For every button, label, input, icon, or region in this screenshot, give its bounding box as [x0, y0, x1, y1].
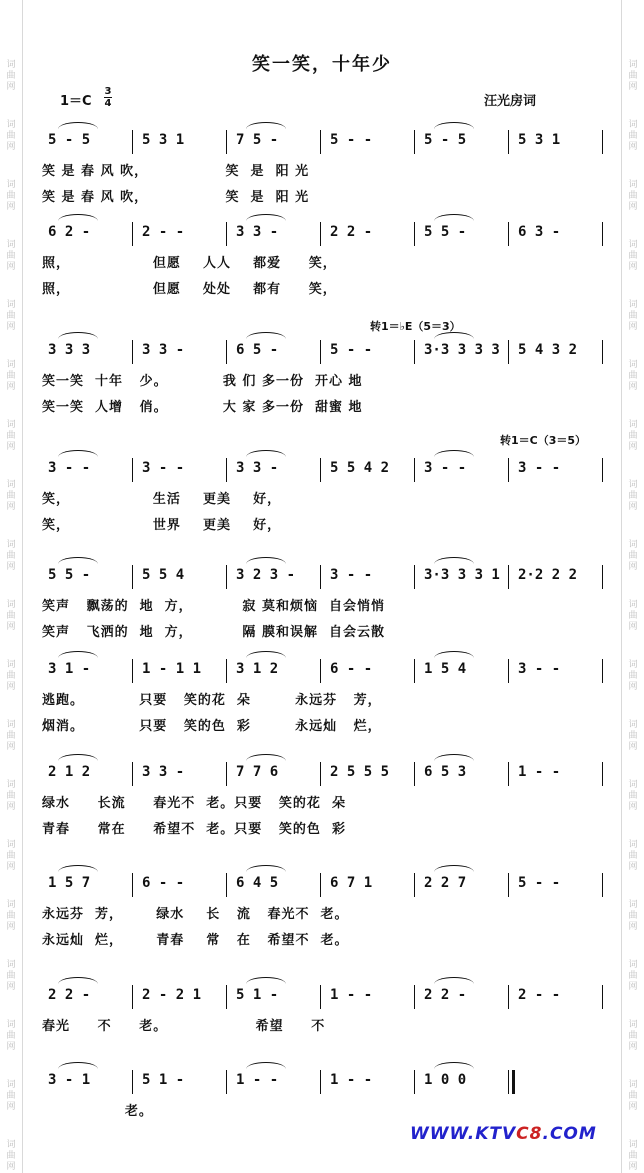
- watermark-text: 词 曲 网: [6, 360, 16, 392]
- slur: [434, 557, 474, 564]
- barline: [132, 1070, 133, 1094]
- barline: [602, 659, 603, 683]
- barline: [602, 340, 603, 364]
- barline: [320, 222, 321, 246]
- barline: [132, 762, 133, 786]
- watermark-text: 词 曲 网: [6, 600, 16, 632]
- watermark-text: 词 曲 网: [628, 660, 638, 692]
- barline: [414, 762, 415, 786]
- watermark-text: 词 曲 网: [6, 60, 16, 92]
- slur: [246, 122, 286, 129]
- measure-notes: 2 2 7: [424, 875, 467, 891]
- watermark-text: 词 曲 网: [6, 540, 16, 572]
- slur: [434, 1062, 474, 1069]
- watermark-text: 词 曲 网: [628, 420, 638, 452]
- barline: [508, 222, 509, 246]
- measure-notes: 3 1 -: [48, 661, 91, 677]
- measure-notes: 5 - -: [330, 342, 373, 358]
- barline: [320, 565, 321, 589]
- watermark-text: 词 曲 网: [628, 1080, 638, 1112]
- barline: [508, 565, 509, 589]
- score-row: [38, 762, 604, 842]
- measure-notes: 6 5 -: [236, 342, 279, 358]
- lyric-line: 春光 不 老。 希望 不: [42, 1019, 326, 1034]
- barline: [414, 985, 415, 1009]
- measure-notes: 2 - -: [518, 987, 561, 1003]
- watermark-text: 词 曲 网: [628, 120, 638, 152]
- lyric-line: 逃跑。 只要 笑的花 朵 永远芬 芳，: [42, 693, 382, 708]
- measure-notes: 3 - -: [424, 460, 467, 476]
- lyric-line: 永远芬 芳， 绿水 长 流 春光不 老。: [42, 907, 349, 922]
- measure-notes: 3 - -: [142, 460, 185, 476]
- meter-top: 3: [104, 86, 112, 97]
- barline: [226, 340, 227, 364]
- slur: [434, 214, 474, 221]
- barline: [508, 130, 509, 154]
- slur: [434, 977, 474, 984]
- watermark-text: 词 曲 网: [628, 600, 638, 632]
- barline: [414, 458, 415, 482]
- watermark-text: 词 曲 网: [628, 900, 638, 932]
- modulation-to-eflat: 转1＝♭E（5＝3）: [370, 320, 461, 333]
- barline: [414, 222, 415, 246]
- watermark-text: 词 曲 网: [6, 180, 16, 212]
- barline: [226, 565, 227, 589]
- final-barline: [512, 1070, 515, 1094]
- barline: [414, 1070, 415, 1094]
- measure-notes: 5 1 -: [142, 1072, 185, 1088]
- measure-notes: 2 2 -: [48, 987, 91, 1003]
- notation-line: [38, 458, 604, 480]
- barline: [508, 659, 509, 683]
- watermark-text: 词 曲 网: [628, 720, 638, 752]
- score-row: [38, 458, 604, 538]
- lyric-line: 笑一笑 人增 俏。 大 家 多一份 甜蜜 地: [42, 400, 363, 415]
- score-row: [38, 659, 604, 739]
- measure-notes: 3·3 3 3 3: [424, 342, 500, 358]
- measure-notes: 3 3 3: [48, 342, 91, 358]
- slur: [58, 754, 98, 761]
- measure-notes: 6 2 -: [48, 224, 91, 240]
- slur: [58, 450, 98, 457]
- right-margin-strip: [621, 0, 644, 1173]
- notation-line: [38, 565, 604, 587]
- modulation-to-c: 转1＝C（3＝5）: [500, 434, 587, 447]
- lyric-line: 笑 是 春 风 吹， 笑 是 阳 光: [42, 164, 310, 179]
- watermark-text: 词 曲 网: [6, 480, 16, 512]
- notation-line: [38, 762, 604, 784]
- measure-notes: 2 5 5 5: [330, 764, 390, 780]
- measure-notes: 6 - -: [142, 875, 185, 891]
- lyric-line: 老。: [42, 1104, 153, 1119]
- notation-line: [38, 659, 604, 681]
- measure-notes: 3 - 1: [48, 1072, 91, 1088]
- lyric-line: 青春 常在 希望不 老。只要 笑的色 彩: [42, 822, 346, 837]
- barline: [132, 873, 133, 897]
- lyric-line: 笑声 飘荡的 地 方， 寂 莫和烦恼 自会悄悄: [42, 599, 385, 614]
- barline: [132, 985, 133, 1009]
- song-title: 笑一笑，十年少: [252, 54, 392, 75]
- barline: [508, 873, 509, 897]
- score-row: [38, 565, 604, 645]
- barline: [508, 1070, 509, 1094]
- watermark-text: 词 曲 网: [6, 420, 16, 452]
- lyric-line: 笑 是 春 风 吹， 笑 是 阳 光: [42, 190, 310, 205]
- notation-line: [38, 1070, 604, 1092]
- barline: [226, 130, 227, 154]
- measure-notes: 3 - -: [518, 460, 561, 476]
- score-row: [38, 985, 604, 1065]
- measure-notes: 1 - -: [330, 987, 373, 1003]
- lyric-line: 永远灿 烂， 青春 常 在 希望不 老。: [42, 933, 349, 948]
- barline: [226, 985, 227, 1009]
- barline: [320, 985, 321, 1009]
- barline: [320, 340, 321, 364]
- barline: [320, 762, 321, 786]
- slur: [58, 1062, 98, 1069]
- slur: [58, 332, 98, 339]
- measure-notes: 5 5 4 2: [330, 460, 390, 476]
- slur: [58, 122, 98, 129]
- slur: [246, 977, 286, 984]
- slur: [246, 214, 286, 221]
- watermark-text: 词 曲 网: [628, 240, 638, 272]
- slur: [246, 865, 286, 872]
- watermark-text: 词 曲 网: [6, 1020, 16, 1052]
- measure-notes: 3 3 -: [142, 764, 185, 780]
- barline: [226, 222, 227, 246]
- notation-line: [38, 130, 604, 152]
- watermark-text: 词 曲 网: [6, 780, 16, 812]
- slur: [246, 754, 286, 761]
- barline: [226, 1070, 227, 1094]
- key-signature: 1＝C: [60, 94, 92, 109]
- measure-notes: 5 - -: [518, 875, 561, 891]
- slur: [58, 977, 98, 984]
- barline: [226, 458, 227, 482]
- lyric-line: 笑， 世界 更美 好，: [42, 518, 282, 533]
- website-logo: [410, 1124, 597, 1144]
- left-margin-strip: [0, 0, 23, 1173]
- measure-notes: 6 3 -: [518, 224, 561, 240]
- measure-notes: 1 0 0: [424, 1072, 467, 1088]
- barline: [602, 565, 603, 589]
- measure-notes: 2 2 -: [424, 987, 467, 1003]
- measure-notes: 2 2 -: [330, 224, 373, 240]
- lyricist-credit: 汪光房词: [484, 94, 537, 109]
- watermark-text: 词 曲 网: [628, 300, 638, 332]
- barline: [132, 458, 133, 482]
- watermark-text: 词 曲 网: [628, 960, 638, 992]
- measure-notes: 5 1 -: [236, 987, 279, 1003]
- watermark-text: 词 曲 网: [6, 960, 16, 992]
- barline: [414, 340, 415, 364]
- barline: [602, 458, 603, 482]
- website-prefix: WWW.KTV: [410, 1124, 517, 1144]
- barline: [602, 762, 603, 786]
- barline: [320, 873, 321, 897]
- lyric-line: 绿水 长流 春光不 老。只要 笑的花 朵: [42, 796, 346, 811]
- score-row: [38, 222, 604, 302]
- slur: [58, 557, 98, 564]
- barline: [602, 130, 603, 154]
- barline: [132, 659, 133, 683]
- barline: [226, 762, 227, 786]
- measure-notes: 2·2 2 2: [518, 567, 578, 583]
- measure-notes: 3 2 3 -: [236, 567, 296, 583]
- watermark-text: 词 曲 网: [6, 840, 16, 872]
- barline: [508, 340, 509, 364]
- website-suffix: .COM: [542, 1124, 597, 1144]
- measure-notes: 5 3 1: [142, 132, 185, 148]
- barline: [602, 985, 603, 1009]
- slur: [434, 651, 474, 658]
- barline: [320, 458, 321, 482]
- measure-notes: 5 - 5: [424, 132, 467, 148]
- watermark-text: 词 曲 网: [6, 660, 16, 692]
- measure-notes: 3·3 3 3 1: [424, 567, 500, 583]
- measure-notes: 6 - -: [330, 661, 373, 677]
- barline: [132, 130, 133, 154]
- slur: [434, 754, 474, 761]
- measure-notes: 1 - 1 1: [142, 661, 202, 677]
- watermark-text: 词 曲 网: [628, 780, 638, 812]
- barline: [508, 458, 509, 482]
- barline: [320, 1070, 321, 1094]
- barline: [508, 985, 509, 1009]
- score-row: [38, 130, 604, 210]
- watermark-text: 词 曲 网: [628, 840, 638, 872]
- watermark-text: 词 曲 网: [6, 900, 16, 932]
- measure-notes: 6 7 1: [330, 875, 373, 891]
- measure-notes: 7 7 6: [236, 764, 279, 780]
- measure-notes: 5 3 1: [518, 132, 561, 148]
- measure-notes: 5 4 3 2: [518, 342, 578, 358]
- slur: [58, 214, 98, 221]
- measure-notes: 6 4 5: [236, 875, 279, 891]
- barline: [320, 659, 321, 683]
- measure-notes: 7 5 -: [236, 132, 279, 148]
- slur: [246, 557, 286, 564]
- measure-notes: 3 - -: [330, 567, 373, 583]
- slur: [246, 450, 286, 457]
- measure-notes: 1 5 7: [48, 875, 91, 891]
- score-row: [38, 873, 604, 953]
- measure-notes: 5 - 5: [48, 132, 91, 148]
- measure-notes: 3 3 -: [236, 460, 279, 476]
- measure-notes: 1 5 4: [424, 661, 467, 677]
- lyric-line: 笑， 生活 更美 好，: [42, 492, 282, 507]
- barline: [414, 130, 415, 154]
- slur: [434, 450, 474, 457]
- measure-notes: 3 - -: [518, 661, 561, 677]
- measure-notes: 3 1 2: [236, 661, 279, 677]
- measure-notes: 2 - 2 1: [142, 987, 202, 1003]
- website-highlight: C8: [516, 1124, 543, 1144]
- measure-notes: 3 3 -: [142, 342, 185, 358]
- barline: [132, 340, 133, 364]
- measure-notes: 5 5 4: [142, 567, 185, 583]
- barline: [226, 659, 227, 683]
- measure-notes: 5 5 -: [48, 567, 91, 583]
- score-row: [38, 340, 604, 420]
- watermark-text: 词 曲 网: [6, 720, 16, 752]
- slur: [246, 332, 286, 339]
- watermark-text: 词 曲 网: [628, 1140, 638, 1172]
- barline: [414, 565, 415, 589]
- watermark-text: 词 曲 网: [628, 60, 638, 92]
- lyric-line: 烟消。 只要 笑的色 彩 永远灿 烂，: [42, 719, 382, 734]
- slur: [434, 122, 474, 129]
- watermark-text: 词 曲 网: [628, 180, 638, 212]
- slur: [246, 1062, 286, 1069]
- slur: [434, 865, 474, 872]
- lyric-line: 照， 但愿 人人 都爱 笑，: [42, 256, 337, 271]
- lyric-line: 笑一笑 十年 少。 我 们 多一份 开心 地: [42, 374, 363, 389]
- barline: [320, 130, 321, 154]
- measure-notes: 5 5 -: [424, 224, 467, 240]
- time-signature: [104, 86, 112, 109]
- watermark-text: 词 曲 网: [6, 1140, 16, 1172]
- slur: [246, 651, 286, 658]
- watermark-text: 词 曲 网: [628, 1020, 638, 1052]
- meter-bottom: 4: [104, 98, 112, 109]
- measure-notes: 2 - -: [142, 224, 185, 240]
- measure-notes: 5 - -: [330, 132, 373, 148]
- lyric-line: 照， 但愿 处处 都有 笑，: [42, 282, 337, 297]
- barline: [226, 873, 227, 897]
- barline: [508, 762, 509, 786]
- watermark-text: 词 曲 网: [6, 240, 16, 272]
- watermark-text: 词 曲 网: [628, 540, 638, 572]
- measure-notes: 3 - -: [48, 460, 91, 476]
- measure-notes: 1 - -: [330, 1072, 373, 1088]
- watermark-text: 词 曲 网: [6, 120, 16, 152]
- barline: [414, 659, 415, 683]
- barline: [132, 565, 133, 589]
- slur: [58, 865, 98, 872]
- measure-notes: 1 - -: [236, 1072, 279, 1088]
- barline: [602, 873, 603, 897]
- measure-notes: 6 5 3: [424, 764, 467, 780]
- measure-notes: 2 1 2: [48, 764, 91, 780]
- slur: [434, 332, 474, 339]
- barline: [132, 222, 133, 246]
- notation-line: [38, 873, 604, 895]
- slur: [58, 651, 98, 658]
- barline: [414, 873, 415, 897]
- watermark-text: 词 曲 网: [628, 480, 638, 512]
- watermark-text: 词 曲 网: [628, 360, 638, 392]
- lyric-line: 笑声 飞洒的 地 方， 隔 膜和误解 自会云散: [42, 625, 385, 640]
- notation-line: [38, 985, 604, 1007]
- notation-line: [38, 222, 604, 244]
- barline: [602, 222, 603, 246]
- watermark-text: 词 曲 网: [6, 300, 16, 332]
- measure-notes: 3 3 -: [236, 224, 279, 240]
- notation-line: [38, 340, 604, 362]
- measure-notes: 1 - -: [518, 764, 561, 780]
- watermark-text: 词 曲 网: [6, 1080, 16, 1112]
